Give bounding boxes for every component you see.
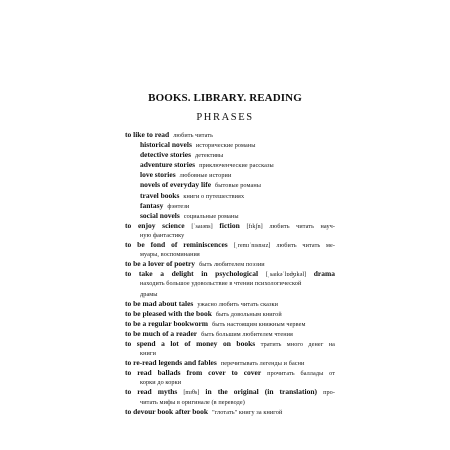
phrase-list <box>125 130 335 417</box>
phrase-continuation <box>125 348 335 358</box>
phrase-transcription: [fɪkʃn] <box>246 222 263 230</box>
page-title: BOOKS. LIBRARY. READING <box>148 92 302 104</box>
phrase-russian: находить большое удовольствие в чтении психологической <box>140 280 302 288</box>
phrase-entry <box>125 407 335 417</box>
phrase-english: to enjoy science <box>125 220 185 230</box>
phrase-entry <box>125 221 335 230</box>
phrase-transcription: [mɪθs] <box>183 389 200 397</box>
phrase-transcription: [ˌremɪˈnɪsnsɪz] <box>233 242 271 250</box>
phrase-russian: фэнтези <box>167 202 190 210</box>
phrase-english: detective stories <box>140 150 192 160</box>
phrase-russian: муары, воспоминания <box>140 251 200 259</box>
phrase-russian: быть довольным книгой <box>215 310 282 318</box>
phrase-entry <box>125 150 335 160</box>
phrase-russian: перечитывать легенды и басни <box>220 360 305 368</box>
phrase-english: to devour book after book <box>125 406 209 416</box>
phrase-entry <box>125 299 335 309</box>
phrase-transcription: [ˈsaɪəns] <box>191 222 213 230</box>
phrase-english: to read ballads from cover to cover <box>125 368 262 378</box>
phrase-russian: ужасно любить читать сказки <box>197 300 279 308</box>
phrase-english: social novels <box>140 210 180 220</box>
phrase-russian: "глотать" книгу за книгой <box>212 408 283 416</box>
phrase-entry <box>125 180 335 190</box>
phrase-continuation <box>125 289 335 299</box>
phrase-russian: бытовые романы <box>215 182 261 190</box>
phrase-russian: драмы <box>140 290 158 298</box>
phrase-russian: быть любителем поэзии <box>199 261 265 269</box>
phrase-english: fiction <box>219 220 240 230</box>
phrase-english: to read myths <box>125 387 178 397</box>
phrase-russian: прочитать баллады от <box>267 370 335 378</box>
phrase-continuation <box>125 377 335 387</box>
phrase-english: to take a delight in psychological <box>125 269 259 279</box>
phrase-russian: ную фантастику <box>140 231 185 239</box>
phrase-english: in the original (in translation) <box>205 387 318 397</box>
phrase-russian: социальные романы <box>183 212 239 220</box>
phrase-english: to be a regular bookworm <box>125 318 209 328</box>
phrase-russian: быть настоящим книжным червем <box>212 320 306 328</box>
phrase-continuation <box>125 278 335 288</box>
phrase-russian: читать мифы в оригинале (в переводе) <box>140 398 245 406</box>
phrase-english: adventure stories <box>140 160 196 170</box>
phrase-entry <box>125 269 335 278</box>
phrase-english: drama <box>313 269 335 279</box>
phrase-russian: тратить много денег на <box>260 340 335 348</box>
phrase-continuation <box>125 249 335 259</box>
phrase-russian: приключенческие рассказы <box>199 162 274 170</box>
phrase-russian: исторические романы <box>195 142 256 150</box>
phrase-entry <box>125 358 335 368</box>
phrase-english: to re-read legends and fables <box>125 358 217 368</box>
phrase-entry <box>125 201 335 211</box>
phrase-entry <box>125 140 335 150</box>
phrase-english: to be much of a reader <box>125 328 198 338</box>
phrase-russian: быть большим любителем чтения <box>201 330 293 338</box>
phrase-english: to be fond of reminiscences <box>125 240 228 250</box>
phrase-english: travel books <box>140 190 180 200</box>
phrase-entry <box>125 170 335 180</box>
phrase-entry <box>125 368 335 377</box>
phrase-entry <box>125 387 335 396</box>
phrase-entry <box>125 211 335 221</box>
phrase-entry <box>125 259 335 269</box>
phrase-entry <box>125 329 335 339</box>
phrase-english: to be mad about tales <box>125 298 194 308</box>
phrase-english: to spend a lot of money on books <box>125 338 256 348</box>
phrase-transcription: [ˌsaɪkəˈlɒʤɪkəl] <box>265 271 307 279</box>
phrase-english: to be pleased with the book <box>125 308 212 318</box>
phrase-entry <box>125 339 335 348</box>
phrase-continuation <box>125 397 335 407</box>
phrase-russian: книги о путешествиях <box>183 192 245 200</box>
phrase-entry <box>125 130 335 140</box>
phrase-russian: про- <box>323 389 335 397</box>
phrase-english: historical novels <box>140 140 192 150</box>
phrase-entry <box>125 160 335 170</box>
phrase-russian: книги <box>140 350 156 358</box>
phrase-russian: любить читать <box>173 132 214 139</box>
phrase-russian: любить читать науч- <box>269 222 335 230</box>
phrase-entry <box>125 240 335 249</box>
phrase-russian: корки до корки <box>140 379 182 387</box>
phrase-entry <box>125 191 335 201</box>
phrase-english: fantasy <box>140 200 164 210</box>
phrase-russian: любовные истории <box>179 172 232 180</box>
phrase-english: love stories <box>140 170 176 180</box>
phrase-entry <box>125 319 335 329</box>
section-heading: PHRASES <box>196 112 254 123</box>
phrase-english: to like to read <box>125 130 170 139</box>
phrase-russian: любить читать ме- <box>276 242 335 250</box>
phrase-english: novels of everyday life <box>140 180 212 190</box>
phrase-english: to be a lover of poetry <box>125 259 196 269</box>
phrase-continuation <box>125 230 335 240</box>
phrase-russian: детективы <box>195 152 224 160</box>
phrase-entry <box>125 309 335 319</box>
